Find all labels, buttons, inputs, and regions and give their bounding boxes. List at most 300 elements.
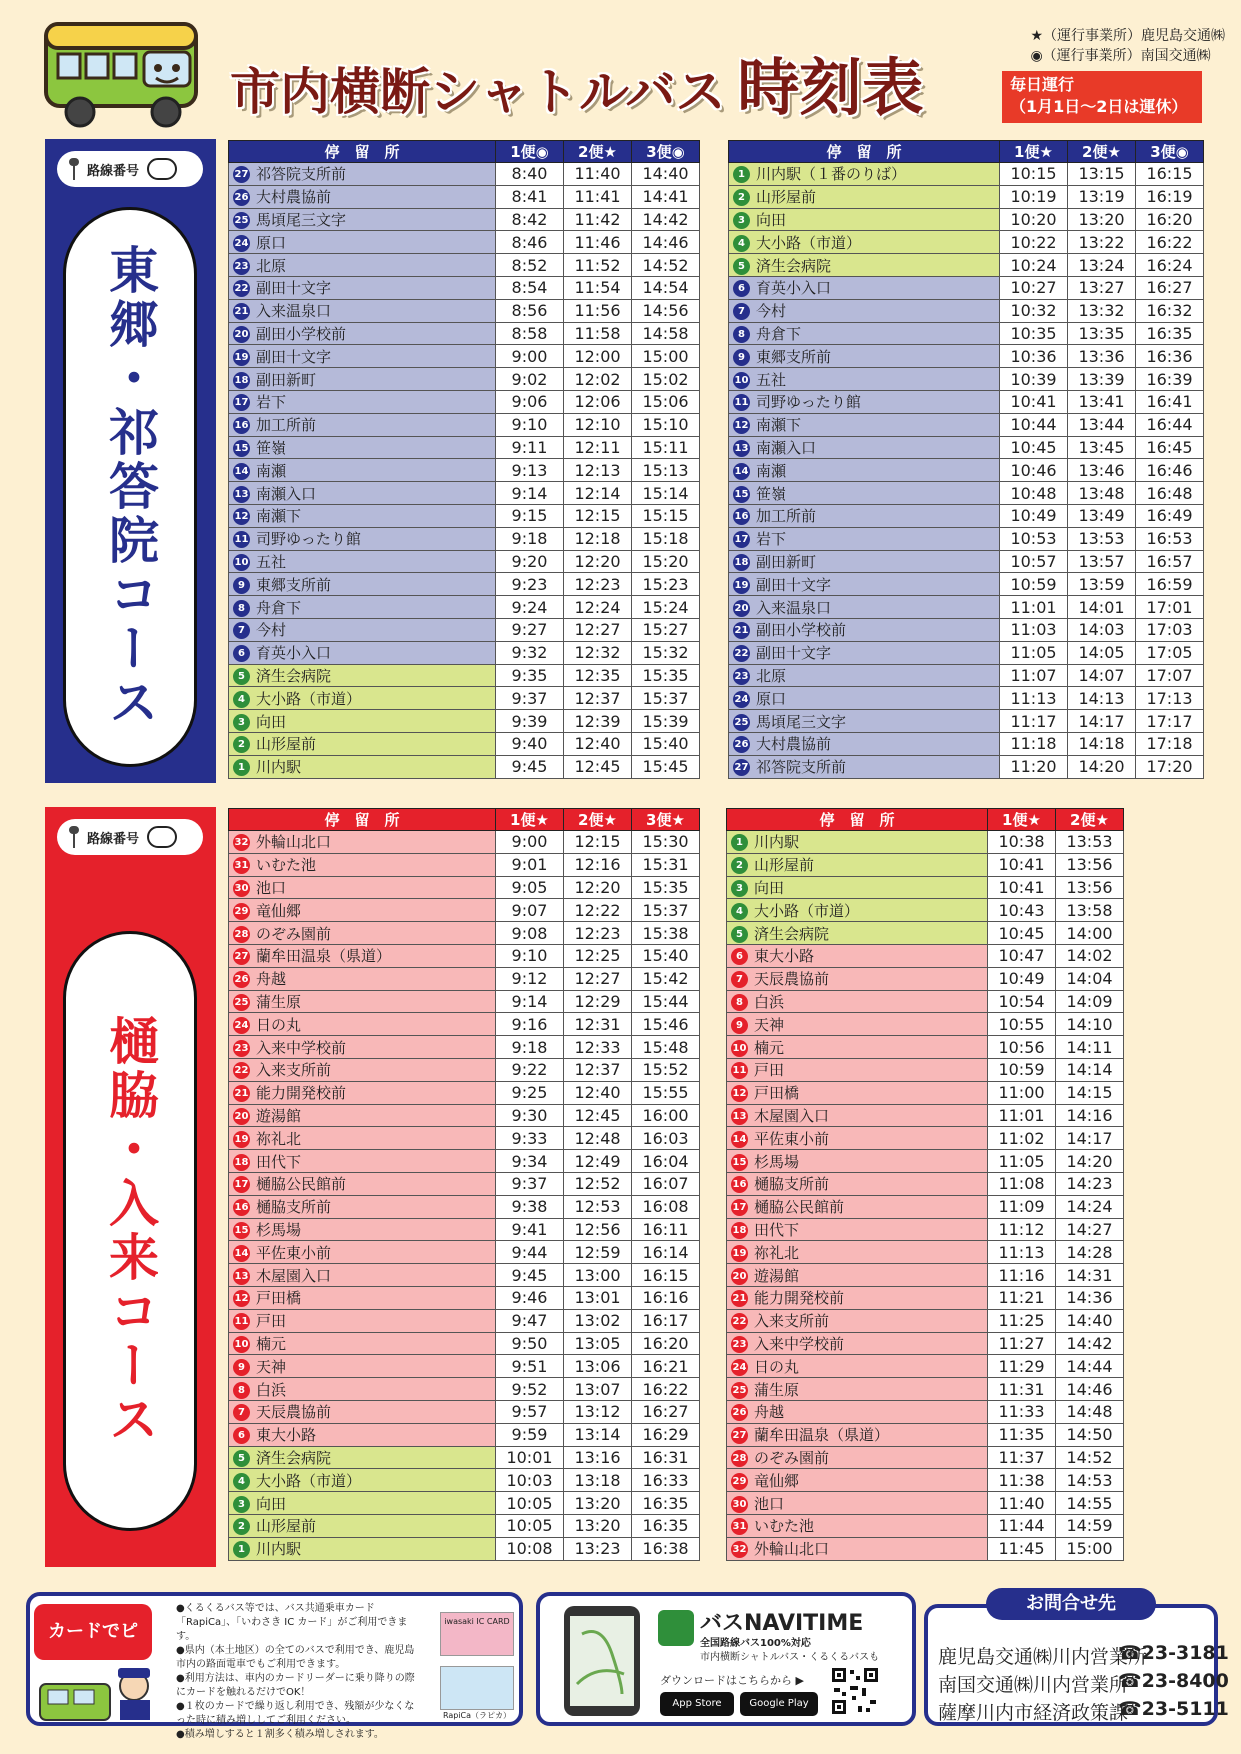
table-row <box>229 687 700 710</box>
stop-label: 副田十文字 <box>756 644 832 663</box>
course-panel-44 <box>45 807 216 1567</box>
table-row <box>229 732 700 755</box>
table-row <box>727 1013 1124 1036</box>
table-row <box>729 618 1204 641</box>
departure-time: 14:00 <box>1056 922 1124 945</box>
table-row <box>729 755 1204 778</box>
stop-number-badge: 2 <box>233 1518 250 1535</box>
table-row <box>729 596 1204 619</box>
table-row <box>729 527 1204 550</box>
departure-time: 16:07 <box>632 1172 700 1195</box>
stop-number-badge: 2 <box>731 857 748 874</box>
stop-label: 能力開発校前 <box>256 1084 347 1103</box>
departure-time: 16:27 <box>1136 276 1204 299</box>
departure-time: 11:27 <box>988 1332 1056 1355</box>
departure-time: 12:45 <box>564 1104 632 1127</box>
departure-time: 12:33 <box>564 1036 632 1059</box>
departure-time: 13:32 <box>1068 299 1136 322</box>
departure-time: 16:45 <box>1136 436 1204 459</box>
qr-code-icon <box>830 1666 880 1716</box>
departure-time: 12:52 <box>564 1172 632 1195</box>
departure-time: 16:48 <box>1136 482 1204 505</box>
departure-time: 13:00 <box>564 1264 632 1287</box>
stop-label: 白浜 <box>754 992 785 1011</box>
departure-time: 10:47 <box>988 944 1056 967</box>
stop-label: 戸田橋 <box>256 1289 302 1308</box>
stop-name <box>727 1172 988 1195</box>
stop-label: 平佐東小前 <box>754 1129 830 1148</box>
departure-time: 11:16 <box>988 1264 1056 1287</box>
stop-name <box>729 231 1000 254</box>
departure-time: 13:41 <box>1068 390 1136 413</box>
stop-label: 川内駅 <box>256 758 302 777</box>
stop-name <box>729 504 1000 527</box>
table-row <box>229 1218 700 1241</box>
table-row <box>229 413 700 436</box>
contact-row: 鹿児島交通㈱川内営業所 ☎23-3181 <box>938 1642 1229 1668</box>
bus-stop-icon <box>69 826 79 848</box>
departure-time: 14:17 <box>1056 1127 1124 1150</box>
departure-time: 12:59 <box>564 1241 632 1264</box>
rapica-label: RapiCa（ラピカ） <box>442 1711 512 1720</box>
stop-label: 戸田橋 <box>754 1084 800 1103</box>
stop-number-badge: 4 <box>233 691 250 708</box>
stop-label: 向田 <box>754 878 785 897</box>
departure-time: 11:05 <box>1000 641 1068 664</box>
stop-name <box>727 831 988 854</box>
stop-label: 祢礼北 <box>256 1129 302 1148</box>
departure-time: 17:05 <box>1136 641 1204 664</box>
table-row <box>229 1400 700 1423</box>
table-row <box>229 368 700 391</box>
stop-column-header: 停 留 所 <box>727 809 988 831</box>
departure-time: 11:45 <box>988 1537 1056 1560</box>
departure-time: 10:03 <box>496 1469 564 1492</box>
departure-time: 16:22 <box>632 1378 700 1401</box>
table-row <box>729 345 1204 368</box>
navitime-info: バスNAVITIME 全国路線バス100%対応 市内横断シャトルバス・くるくるバスも ダウンロードはこちらから ▶ App Store Google Play <box>536 1592 916 1726</box>
stop-number-badge: 2 <box>233 736 250 753</box>
stop-number-badge: 32 <box>233 834 250 851</box>
departure-time: 14:58 <box>632 322 700 345</box>
stop-name <box>229 1378 496 1401</box>
table-row <box>229 390 700 413</box>
departure-time: 15:06 <box>632 390 700 413</box>
stop-name <box>229 436 496 459</box>
departure-time: 10:43 <box>988 899 1056 922</box>
stop-label: 舟倉下 <box>256 598 302 617</box>
table-row <box>229 459 700 482</box>
googleplay-badge[interactable]: Google Play <box>740 1692 818 1716</box>
departure-time: 16:22 <box>1136 231 1204 254</box>
departure-time: 11:56 <box>564 299 632 322</box>
stop-label: 五社 <box>756 370 787 389</box>
stop-number-badge: 26 <box>733 736 750 753</box>
departure-time: 14:36 <box>1056 1286 1124 1309</box>
table-row <box>727 990 1124 1013</box>
stop-number-badge: 11 <box>733 394 750 411</box>
departure-time: 16:36 <box>1136 345 1204 368</box>
stop-name <box>729 185 1000 208</box>
stop-label: 遊湯館 <box>754 1266 800 1285</box>
stop-number-badge: 18 <box>733 554 750 571</box>
table-row <box>229 322 700 345</box>
table-row <box>729 482 1204 505</box>
table-row <box>727 1286 1124 1309</box>
departure-time: 9:12 <box>496 967 564 990</box>
stop-label: 馬頃尾三文字 <box>756 712 847 731</box>
stop-number-badge: 6 <box>733 280 750 297</box>
table-row <box>229 710 700 733</box>
departure-time: 10:38 <box>988 831 1056 854</box>
stop-label: 蒲生原 <box>256 992 302 1011</box>
stop-number-badge: 23 <box>233 258 250 275</box>
stop-label: 副田十文字 <box>256 347 332 366</box>
departure-time: 16:53 <box>1136 527 1204 550</box>
departure-time: 9:37 <box>496 1172 564 1195</box>
departure-time: 12:29 <box>564 990 632 1013</box>
stop-label: 遊湯館 <box>256 1106 302 1125</box>
stop-label: 原口 <box>256 233 287 252</box>
stop-label: 川内駅（１番のりば） <box>756 165 907 184</box>
table-row <box>727 1469 1124 1492</box>
stop-number-badge: 15 <box>233 440 250 457</box>
departure-time: 9:08 <box>496 922 564 945</box>
stop-name <box>729 687 1000 710</box>
stop-name <box>229 899 496 922</box>
table-row <box>727 1172 1124 1195</box>
departure-time: 9:15 <box>496 504 564 527</box>
stop-label: 蘭牟田温泉（県道） <box>754 1426 890 1445</box>
departure-time: 11:08 <box>988 1172 1056 1195</box>
stop-name <box>727 1446 988 1469</box>
departure-time: 15:00 <box>632 345 700 368</box>
departure-time: 14:52 <box>1056 1446 1124 1469</box>
appstore-badge[interactable]: App Store <box>660 1692 734 1716</box>
departure-time: 14:05 <box>1068 641 1136 664</box>
stop-number-badge: 23 <box>733 668 750 685</box>
stop-name <box>229 390 496 413</box>
stop-number-badge: 21 <box>733 622 750 639</box>
departure-time: 15:45 <box>632 755 700 778</box>
departure-time: 14:52 <box>632 254 700 277</box>
departure-time: 11:03 <box>1000 618 1068 641</box>
departure-time: 10:27 <box>1000 276 1068 299</box>
departure-time: 14:50 <box>1056 1423 1124 1446</box>
departure-time: 16:03 <box>632 1127 700 1150</box>
departure-time: 13:19 <box>1068 185 1136 208</box>
table-row <box>229 1127 700 1150</box>
stop-number-badge: 14 <box>233 1245 250 1262</box>
departure-time: 12:00 <box>564 345 632 368</box>
stop-label: 竜仙郷 <box>754 1471 800 1490</box>
stop-label: 済生会病院 <box>756 256 832 275</box>
departure-time: 14:01 <box>1068 596 1136 619</box>
departure-time: 8:41 <box>496 185 564 208</box>
contact-info <box>924 1604 1229 1726</box>
table-row <box>729 664 1204 687</box>
stop-name <box>727 1013 988 1036</box>
departure-time: 12:27 <box>564 618 632 641</box>
departure-time: 12:14 <box>564 482 632 505</box>
table-row <box>229 1241 700 1264</box>
stop-number-badge: 21 <box>731 1290 748 1307</box>
stop-number-badge: 15 <box>733 486 750 503</box>
stop-name <box>727 1150 988 1173</box>
departure-time: 15:30 <box>632 831 700 854</box>
departure-time: 9:50 <box>496 1332 564 1355</box>
stop-number-badge: 3 <box>233 714 250 731</box>
stop-label: 笹嶺 <box>756 484 787 503</box>
departure-time: 11:44 <box>988 1514 1056 1537</box>
departure-time: 10:57 <box>1000 550 1068 573</box>
stop-number-badge: 7 <box>233 622 250 639</box>
stop-number-badge: 22 <box>233 280 250 297</box>
departure-time: 14:46 <box>1056 1378 1124 1401</box>
departure-time: 13:44 <box>1068 413 1136 436</box>
departure-time: 9:27 <box>496 618 564 641</box>
table-row <box>729 322 1204 345</box>
stop-column-header: 停 留 所 <box>229 809 496 831</box>
departure-time: 13:18 <box>564 1469 632 1492</box>
stop-label: 済生会病院 <box>754 924 830 943</box>
stop-name <box>727 1309 988 1332</box>
departure-time: 10:01 <box>496 1446 564 1469</box>
stop-number-badge: 29 <box>233 903 250 920</box>
departure-time: 15:02 <box>632 368 700 391</box>
departure-time: 11:21 <box>988 1286 1056 1309</box>
stop-name <box>727 1492 988 1515</box>
daily-operation-box: 毎日運行 （1月1日～2日は運休） <box>1002 71 1202 123</box>
driver-illustration <box>38 1664 162 1722</box>
stop-label: 副田小学校前 <box>756 621 847 640</box>
stop-name <box>229 1469 496 1492</box>
table-row <box>729 208 1204 231</box>
course-oval <box>63 207 197 767</box>
stop-label: のぞみ園前 <box>754 1448 830 1467</box>
stop-name <box>727 1400 988 1423</box>
stop-name <box>727 853 988 876</box>
departure-time: 16:19 <box>1136 185 1204 208</box>
departure-time: 11:20 <box>1000 755 1068 778</box>
departure-time: 9:18 <box>496 527 564 550</box>
departure-time: 10:05 <box>496 1492 564 1515</box>
stop-number-badge: 31 <box>233 857 250 874</box>
stop-number-badge: 22 <box>733 645 750 662</box>
table-row <box>729 299 1204 322</box>
departure-time: 12:16 <box>564 853 632 876</box>
card-badge: カードでピ <box>34 1604 152 1660</box>
stop-name <box>729 390 1000 413</box>
departure-time: 9:33 <box>496 1127 564 1150</box>
stop-name <box>229 1058 496 1081</box>
table-row <box>727 1423 1124 1446</box>
stop-name <box>729 573 1000 596</box>
stop-number-badge: 12 <box>233 1290 250 1307</box>
departure-time: 10:48 <box>1000 482 1068 505</box>
stop-label: 舟越 <box>256 970 287 989</box>
departure-time: 9:44 <box>496 1241 564 1264</box>
departure-time: 9:25 <box>496 1081 564 1104</box>
table-row <box>727 1058 1124 1081</box>
table-row <box>229 1355 700 1378</box>
stop-label: 東大小路 <box>256 1426 317 1445</box>
stop-number-badge: 16 <box>233 417 250 434</box>
departure-time: 15:46 <box>632 1013 700 1036</box>
stop-number-badge: 28 <box>731 1450 748 1467</box>
stop-label: 原口 <box>756 689 787 708</box>
timetable-55-outbound <box>228 140 700 779</box>
departure-time: 14:09 <box>1056 990 1124 1013</box>
stop-name <box>229 876 496 899</box>
table-row <box>727 1150 1124 1173</box>
table-row <box>729 185 1204 208</box>
table-row <box>727 1081 1124 1104</box>
route-badge: 路線番号 44 <box>57 819 203 855</box>
departure-time: 15:18 <box>632 527 700 550</box>
departure-time: 13:16 <box>564 1446 632 1469</box>
stop-label: 外輪山北口 <box>256 833 332 852</box>
table-row <box>727 1104 1124 1127</box>
stop-name <box>229 345 496 368</box>
stop-number-badge: 2 <box>733 189 750 206</box>
stop-label: 能力開発校前 <box>754 1289 845 1308</box>
departure-time: 12:37 <box>564 1058 632 1081</box>
stop-label: 祁答院支所前 <box>256 165 347 184</box>
table-row <box>229 185 700 208</box>
trip-column-header: 2便★ <box>1068 141 1136 163</box>
departure-time: 16:35 <box>632 1492 700 1515</box>
table-row <box>229 853 700 876</box>
departure-time: 12:37 <box>564 687 632 710</box>
stop-name <box>729 596 1000 619</box>
departure-time: 12:15 <box>564 504 632 527</box>
bus-stop-icon <box>69 158 79 180</box>
departure-time: 8:40 <box>496 163 564 186</box>
departure-time: 16:15 <box>632 1264 700 1287</box>
table-row <box>729 276 1204 299</box>
timetable-55-inbound <box>728 140 1204 779</box>
stop-column-header: 停 留 所 <box>229 141 496 163</box>
departure-time: 13:36 <box>1068 345 1136 368</box>
stop-label: 楠元 <box>256 1334 287 1353</box>
table-row <box>727 1264 1124 1287</box>
stop-label: いむた池 <box>256 856 317 875</box>
stop-name <box>727 1036 988 1059</box>
stop-label: 川内駅 <box>256 1540 302 1559</box>
departure-time: 14:18 <box>1068 732 1136 755</box>
departure-time: 16:27 <box>632 1400 700 1423</box>
table-row <box>229 967 700 990</box>
stop-name <box>229 1104 496 1127</box>
stop-name <box>229 573 496 596</box>
stop-label: 南瀬 <box>756 461 787 480</box>
stop-label: 楠元 <box>754 1038 785 1057</box>
stop-label: 南瀬下 <box>256 507 302 526</box>
departure-time: 16:14 <box>632 1241 700 1264</box>
stop-name <box>229 1172 496 1195</box>
departure-time: 15:32 <box>632 641 700 664</box>
stop-number-badge: 13 <box>233 1268 250 1285</box>
stop-number-badge: 16 <box>731 1176 748 1193</box>
departure-time: 11:05 <box>988 1150 1056 1173</box>
stop-name <box>229 550 496 573</box>
departure-time: 12:20 <box>564 550 632 573</box>
stop-label: 天神 <box>256 1357 287 1376</box>
stop-name <box>729 299 1000 322</box>
route-badge: 路線番号 55 <box>57 151 203 187</box>
stop-number-badge: 25 <box>733 714 750 731</box>
departure-time: 14:46 <box>632 231 700 254</box>
departure-time: 9:37 <box>496 687 564 710</box>
stop-label: 大村農協前 <box>256 188 332 207</box>
departure-time: 14:02 <box>1056 944 1124 967</box>
stop-name <box>229 1492 496 1515</box>
stop-label: 岩下 <box>756 530 787 549</box>
departure-time: 14:23 <box>1056 1172 1124 1195</box>
stop-name <box>229 482 496 505</box>
departure-time: 12:40 <box>564 1081 632 1104</box>
stop-number-badge: 7 <box>731 971 748 988</box>
departure-time: 16:49 <box>1136 504 1204 527</box>
stop-number-badge: 24 <box>733 691 750 708</box>
stop-name <box>727 944 988 967</box>
departure-time: 12:35 <box>564 664 632 687</box>
stop-label: 東大小路 <box>754 947 815 966</box>
departure-time: 14:03 <box>1068 618 1136 641</box>
course-oval <box>63 931 197 1531</box>
departure-time: 16:38 <box>632 1537 700 1560</box>
table-row <box>729 254 1204 277</box>
departure-time: 11:12 <box>988 1218 1056 1241</box>
departure-time: 16:59 <box>1136 573 1204 596</box>
trip-column-header: 3便★ <box>632 809 700 831</box>
stop-name <box>729 618 1000 641</box>
stop-label: 蘭牟田温泉（県道） <box>256 947 392 966</box>
table-row <box>727 1036 1124 1059</box>
stop-name <box>729 664 1000 687</box>
stop-number-badge: 12 <box>733 417 750 434</box>
stop-name <box>229 732 496 755</box>
stop-name <box>727 1286 988 1309</box>
departure-time: 9:20 <box>496 550 564 573</box>
stop-number-badge: 16 <box>733 508 750 525</box>
departure-time: 11:17 <box>1000 710 1068 733</box>
course-panel-55 <box>45 139 216 783</box>
stop-label: 木屋園入口 <box>754 1106 830 1125</box>
departure-time: 16:04 <box>632 1150 700 1173</box>
stop-number-badge: 26 <box>731 1404 748 1421</box>
stop-number-badge: 12 <box>731 1085 748 1102</box>
departure-time: 13:57 <box>1068 550 1136 573</box>
stop-name <box>229 299 496 322</box>
stop-name <box>229 322 496 345</box>
stop-number-badge: 12 <box>233 508 250 525</box>
stop-number-badge: 8 <box>731 994 748 1011</box>
stop-label: 竜仙郷 <box>256 901 302 920</box>
departure-time: 17:01 <box>1136 596 1204 619</box>
trip-column-header: 2便★ <box>564 141 632 163</box>
departure-time: 9:10 <box>496 944 564 967</box>
departure-time: 9:45 <box>496 755 564 778</box>
table-row <box>229 1058 700 1081</box>
departure-time: 11:01 <box>988 1104 1056 1127</box>
departure-time: 9:10 <box>496 413 564 436</box>
stop-name <box>729 710 1000 733</box>
departure-time: 17:17 <box>1136 710 1204 733</box>
stop-label: 山形屋前 <box>256 735 317 754</box>
table-row <box>229 436 700 459</box>
